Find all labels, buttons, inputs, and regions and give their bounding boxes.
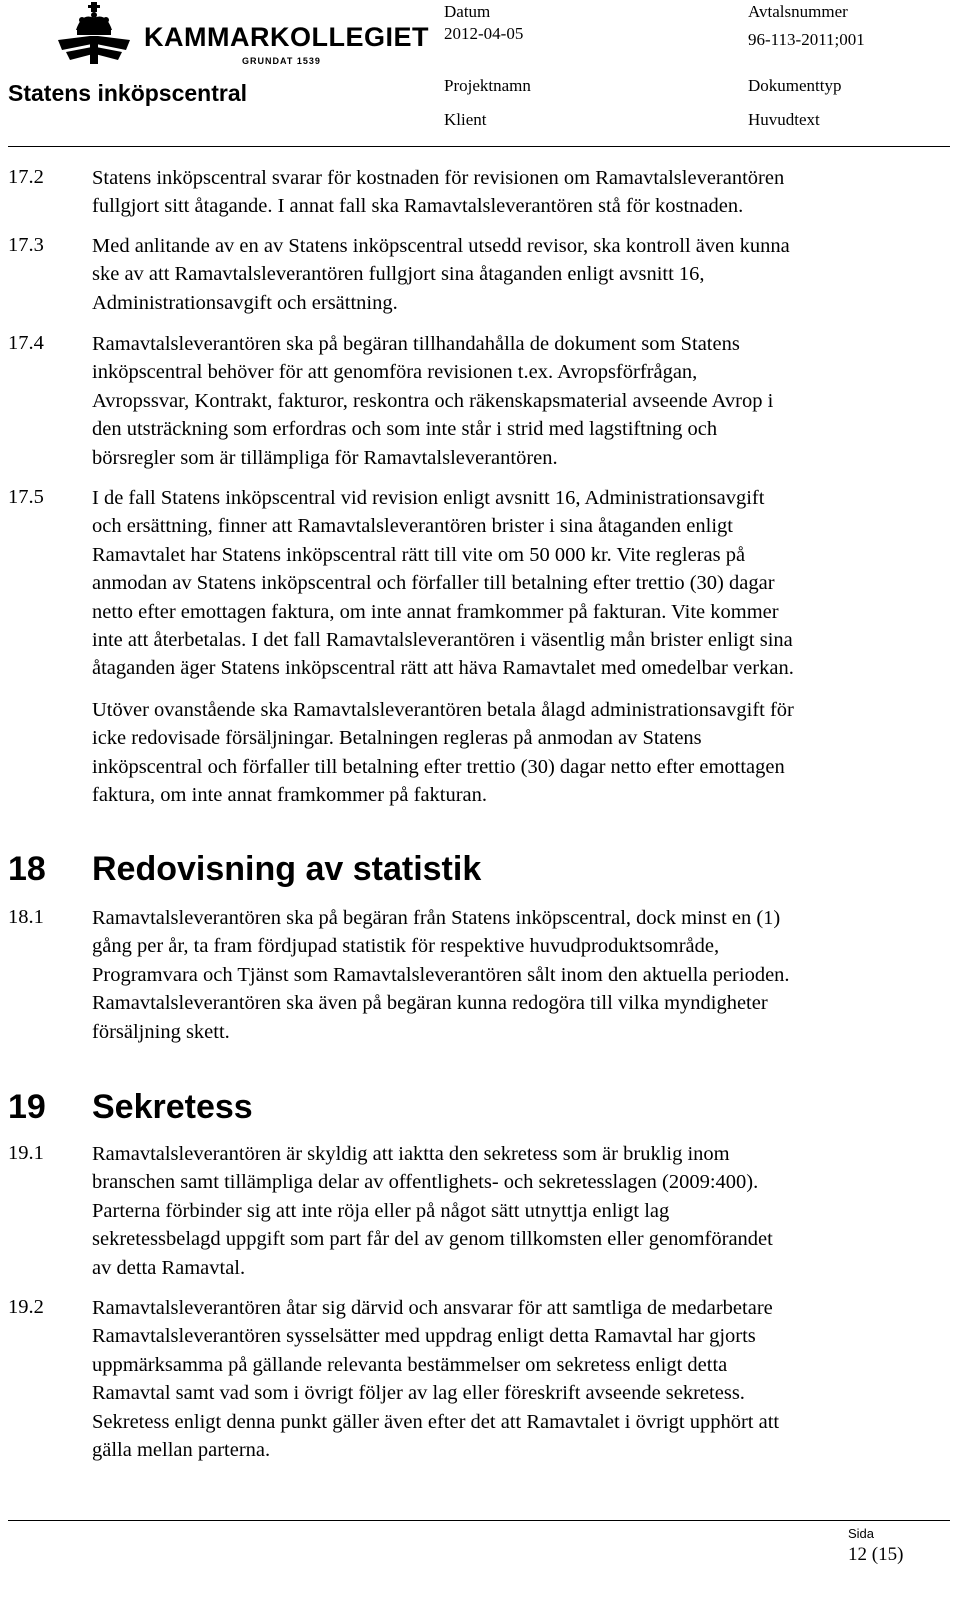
section-19-2-text (92, 1294, 947, 1464)
section-17-5-text (92, 484, 947, 683)
section-17-2-text (92, 164, 947, 221)
text-line: börsregler som är tillämpliga för Ramavtalsleverantören. (92, 446, 558, 469)
heading-title: Redovisning av statistik (92, 850, 482, 888)
text-line: fullgjort sitt åtagande. I annat fall ska Ramavtalsleverantören stå för kostnaden. (92, 195, 744, 218)
text-line: gälla mellan parterna. (92, 1439, 271, 1462)
section-19-1-text (92, 1140, 947, 1282)
heading-number: 19 (8, 1088, 46, 1126)
text-line: uppmärksamma på gällande relevanta bestämmelser om sekretess enligt detta (92, 1353, 728, 1376)
section-17-4-text (92, 330, 947, 472)
document-type-value: Huvudtext (748, 110, 820, 129)
section-number: 19.1 (8, 1142, 44, 1164)
kammarkollegiet-logo (52, 0, 429, 70)
text-line: faktura, om inte annat framkommer på fakturan. (92, 784, 488, 807)
header-divider (8, 146, 950, 147)
text-line: icke redovisade försäljningar. Betalningen regleras på anmodan av Statens (92, 727, 702, 750)
section-number: 19.2 (8, 1296, 44, 1318)
crown-emblem-icon (52, 0, 142, 68)
agreement-number-label: Avtalsnummer (748, 2, 848, 21)
text-line: Sekretess enligt denna punkt gäller även efter det att Ramavtalet i övrigt upphört att (92, 1410, 780, 1433)
text-line: ske av att Ramavtalsleverantören fullgjort sina åtaganden enligt avsnitt 16, (92, 263, 705, 286)
text-line: Utöver ovanstående ska Ramavtalsleverantören betala ålagd administrationsavgift för (92, 699, 794, 721)
text-line: inte att återbetalas. I det fall Ramavtalsleverantören i väsentlig mån brister enligt sina (92, 629, 793, 652)
heading-number: 18 (8, 850, 46, 888)
agreement-number-value: 96-113-2011;001 (748, 30, 865, 49)
client-label: Klient (444, 110, 487, 129)
heading-18 (8, 850, 482, 889)
text-line: och ersättning, finner att Ramavtalsleverantören brister i sina åtaganden enligt (92, 515, 733, 538)
organization-name: Statens inköpscentral (8, 80, 248, 106)
text-line: anmodan av Statens inköpscentral och förfaller till betalning efter trettio (30) dagar (92, 572, 775, 595)
text-line: försäljning skett. (92, 1020, 230, 1043)
text-line: I de fall Statens inköpscentral vid revision enligt avsnitt 16, Administrationsavgift (92, 487, 765, 509)
text-line: Avropssvar, Kontrakt, fakturor, reskontra och räkenskapsmaterial avseende Avrop i (92, 389, 774, 412)
footer-divider (8, 1520, 950, 1521)
text-line: Ramavtalsleverantören sysselsätter med uppdrag enligt detta Ramavtal har gjorts (92, 1325, 756, 1348)
text-line: den utsträckning som erfordras och som inte står i strid med lagstiftning och (92, 418, 718, 441)
text-line: Ramavtalsleverantören är skyldig att iaktta den sekretess som är bruklig inom (92, 1143, 730, 1165)
page-number: 12 (15) (848, 1544, 904, 1565)
text-line: Ramavtalsleverantören ska på begäran tillhandahålla de dokument som Statens (92, 333, 740, 355)
text-line: Ramavtalet har Statens inköpscentral rätt till vite om 50 000 kr. Vite regleras på (92, 543, 746, 566)
text-line: Med anlitande av en av Statens inköpscentral utsedd revisor, ska kontroll även kunna (92, 235, 790, 257)
text-line: Ramavtalsleverantören åtar sig därvid och ansvarar för att samtliga de medarbetare (92, 1297, 773, 1319)
date-value: 2012-04-05 (444, 24, 524, 43)
document-type-label: Dokumenttyp (748, 76, 842, 95)
text-line: Statens inköpscentral svarar för kostnaden för revisionen om Ramavtalsleverantören (92, 167, 785, 189)
section-number: 17.5 (8, 486, 44, 508)
text-line: branschen samt tillämpliga delar av offentlighets- och sekretesslagen (2009:400). (92, 1171, 759, 1194)
text-line: netto efter emottagen faktura, om inte annat framkommer på fakturan. Vite kommer (92, 600, 779, 623)
heading-19 (8, 1088, 253, 1127)
text-line: Administrationsavgift och ersättning. (92, 291, 398, 314)
text-line: sekretessbelagd uppgift som part får del av genom tillkomsten eller genomförandet (92, 1228, 773, 1251)
text-line: gång per år, ta fram fördjupad statistik för respektive huvudproduktsområde, (92, 935, 720, 958)
section-17-3-text (92, 232, 947, 317)
heading-title: Sekretess (92, 1088, 253, 1126)
text-line: åtaganden äger Statens inköpscentral rätt att häva Ramavtalet med omedelbar verkan. (92, 657, 794, 680)
text-line: av detta Ramavtal. (92, 1256, 246, 1279)
text-line: inköpscentral och förfaller till betalning efter trettio (30) dagar netto efter emottagen (92, 755, 785, 778)
text-line: Programvara och Tjänst som Ramavtalsleverantören sålt inom den aktuella perioden. (92, 963, 790, 986)
section-18-1-text (92, 904, 947, 1046)
text-line: Parterna förbinder sig att inte röja eller på något sätt utnyttja enligt lag (92, 1199, 670, 1222)
section-number: 17.4 (8, 332, 44, 354)
text-line: Ramavtal samt vad som i övrigt följer av lag eller föreskrift avseende sekretess. (92, 1382, 745, 1405)
logo-founded: GRUNDAT 1539 (242, 56, 321, 66)
section-number: 18.1 (8, 906, 44, 928)
date-label: Datum (444, 2, 491, 21)
section-number: 17.3 (8, 234, 44, 256)
project-name-label: Projektnamn (444, 76, 531, 95)
text-line: Ramavtalsleverantören ska även på begäran kunna redogöra till vilka myndigheter (92, 992, 768, 1015)
section-17-5-extra-text (92, 696, 947, 810)
page-label: Sida (848, 1526, 875, 1541)
text-line: Ramavtalsleverantören ska på begäran från Statens inköpscentral, dock minst en (1) (92, 907, 781, 929)
section-number: 17.2 (8, 166, 44, 188)
text-line: inköpscentral behöver för att genomföra revisionen t.ex. Avropsförfrågan, (92, 361, 698, 384)
logo-wordmark: KAMMARKOLLEGIET (144, 22, 429, 52)
